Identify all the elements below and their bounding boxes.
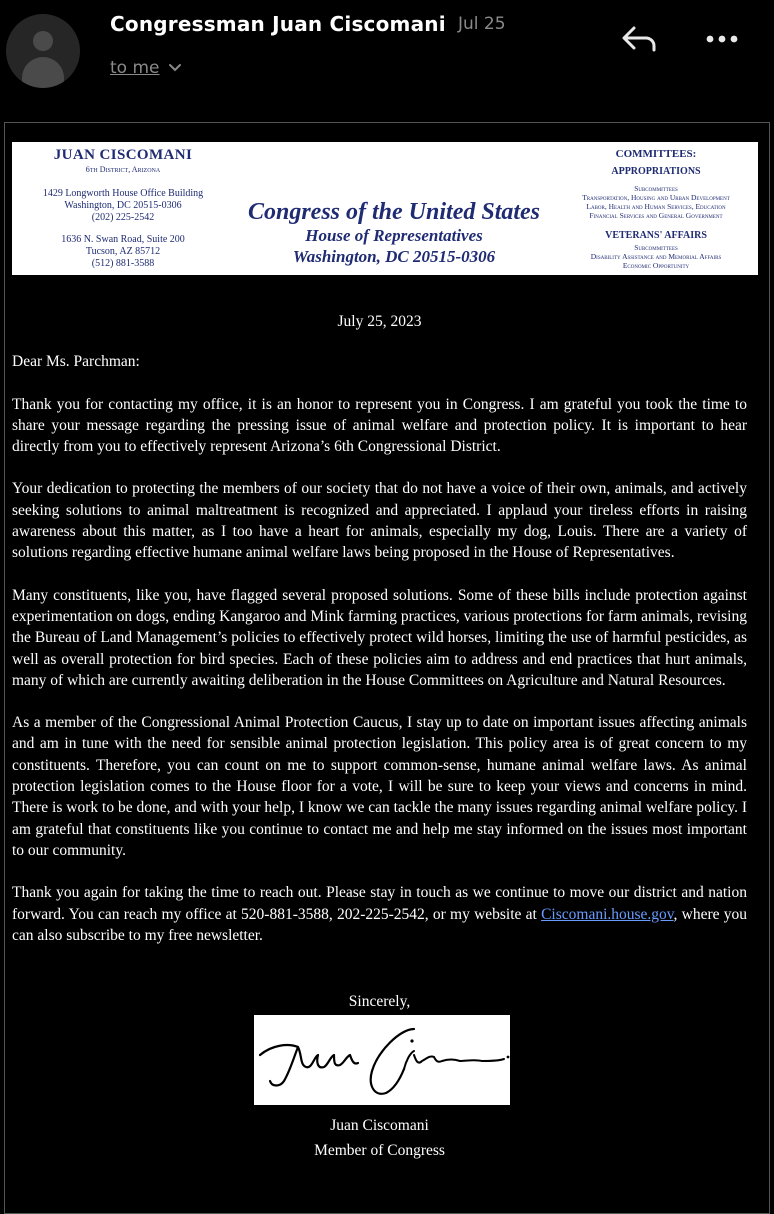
email-header xyxy=(0,0,774,120)
paragraph-1: Thank you for contacting my office, it is an honor to represent you in Congress. I am grateful you took the time to share your message regarding the pressing issue of animal welfare and protection policy. It is important to hear directly from you to effectively represent Arizona’s 6th Congressional District. xyxy=(12,395,747,456)
avatar-body xyxy=(22,57,64,88)
letter-body xyxy=(12,305,747,946)
signer-name: Juan Ciscomani xyxy=(330,1117,429,1134)
paragraph-5-text: Thank you again for taking the time to reach out. Please stay in touch as we continue to move our district and nation forward. You can reach my office at 520-881-3588, 202-225-2542, or my website at xyxy=(12,884,747,923)
paragraph-5 xyxy=(12,882,747,946)
house-title: House of Representatives xyxy=(305,226,483,245)
subcommittee-item: Transportation, Housing and Urban Development xyxy=(582,193,730,202)
subcommittee-item: Financial Services and General Government xyxy=(589,211,723,220)
letterhead-left xyxy=(12,147,234,270)
appropriations-heading: APPROPRIATIONS xyxy=(611,166,701,177)
reply-icon xyxy=(620,22,660,56)
reply-button[interactable] xyxy=(620,22,660,56)
az-address-line-1: 1636 N. Swan Road, Suite 200 xyxy=(61,234,185,245)
website-link[interactable]: Ciscomani.house.gov xyxy=(541,905,674,923)
dc-address-line-2: Washington, DC 20515-0306 xyxy=(64,200,182,211)
committees-heading: COMMITTEES: xyxy=(615,148,697,160)
member-district: 6th District, Arizona xyxy=(85,165,161,174)
paragraph-4: As a member of the Congressional Animal Protection Caucus, I stay up to date on important issues affecting animals and am in tune with the need for sensible animal protection legislation. This policy area is of great concern to my constituents. Therefore, you can count on me to support common-sense, humane animal welfare laws. As animal protection legislation comes to the House floor for a vote, I will be sure to keep your views and concerns in mind. There is work to be done, and with your help, I know we can tackle the many issues regarding animal welfare policy. I am grateful that constituents like you continue to contact me and help me stay informed on the issues most important to our community. xyxy=(12,714,747,859)
avatar-head xyxy=(33,31,53,51)
more-options-icon xyxy=(704,24,744,54)
dc-phone: (202) 225-2542 xyxy=(91,212,155,223)
email-date: Jul 25 xyxy=(458,14,506,34)
subcommittees-label: Subcommittees xyxy=(634,243,678,252)
subcommittee-item: Disability Assistance and Memorial Affairs xyxy=(590,252,722,261)
veterans-affairs-heading: VETERANS' AFFAIRS xyxy=(605,230,707,241)
sender-name[interactable]: Congressman Juan Ciscomani xyxy=(110,12,446,36)
more-options-button[interactable] xyxy=(704,24,744,54)
congress-title: Congress of the United States xyxy=(247,199,541,225)
letterhead-center xyxy=(218,198,570,267)
signature-image xyxy=(254,1015,510,1105)
closing: Sincerely, xyxy=(348,993,411,1010)
avatar-icon[interactable] xyxy=(6,14,80,88)
paragraph-2: Your dedication to protecting the members of our society that do not have a voice of their own, animals, and actively seeking solutions to animal maltreatment is recognized and appreciated. I applaud your tireless efforts in raising awareness about this matter, as I too have a heart for animals, especially my dog, Louis. There are a variety of solutions regarding effective humane animal welfare laws being proposed in the House of Representatives. xyxy=(12,480,747,562)
recipient-label: to me xyxy=(110,58,160,78)
az-address-line-2: Tucson, AZ 85712 xyxy=(85,246,161,257)
paragraph-5-text-end: , where you can also subscribe to my free newsletter. xyxy=(12,905,747,944)
subcommittee-item: Labor, Health and Human Services, Education xyxy=(586,202,726,211)
az-phone: (512) 881-3588 xyxy=(91,258,155,269)
subcommittee-item: Economic Opportunity xyxy=(622,261,690,270)
signer-block xyxy=(12,1113,747,1163)
signature-icon xyxy=(254,1015,510,1105)
chevron-down-icon xyxy=(168,63,182,73)
signer-title: Member of Congress xyxy=(314,1142,445,1159)
salutation: Dear Ms. Parchman: xyxy=(12,353,140,371)
letterhead-right xyxy=(556,147,756,270)
subcommittees-label: Subcommittees xyxy=(634,184,678,193)
washington-address: Washington, DC 20515-0306 xyxy=(292,247,496,266)
member-name: JUAN CISCOMANI xyxy=(53,147,193,163)
dc-address-line-1: 1429 Longworth House Office Building xyxy=(42,188,204,199)
letterhead xyxy=(12,142,758,275)
letter-date: July 25, 2023 xyxy=(337,313,422,330)
paragraph-3: Many constituents, like you, have flagged several proposed solutions. Some of these bills include protection against experimentation on dogs, ending Kangaroo and Mink farming practices, various protections for farm animals, revising the Bureau of Land Management’s policies to effectively protect wild horses, limiting the use of harmful pesticides, as well as overall protection for bird species. Each of these policies aim to address and end practices that hurt animals, many of which are currently awaiting deliberation in the House Committees on Agriculture and Natural Resources. xyxy=(12,586,747,689)
recipient-toggle[interactable] xyxy=(110,58,182,78)
